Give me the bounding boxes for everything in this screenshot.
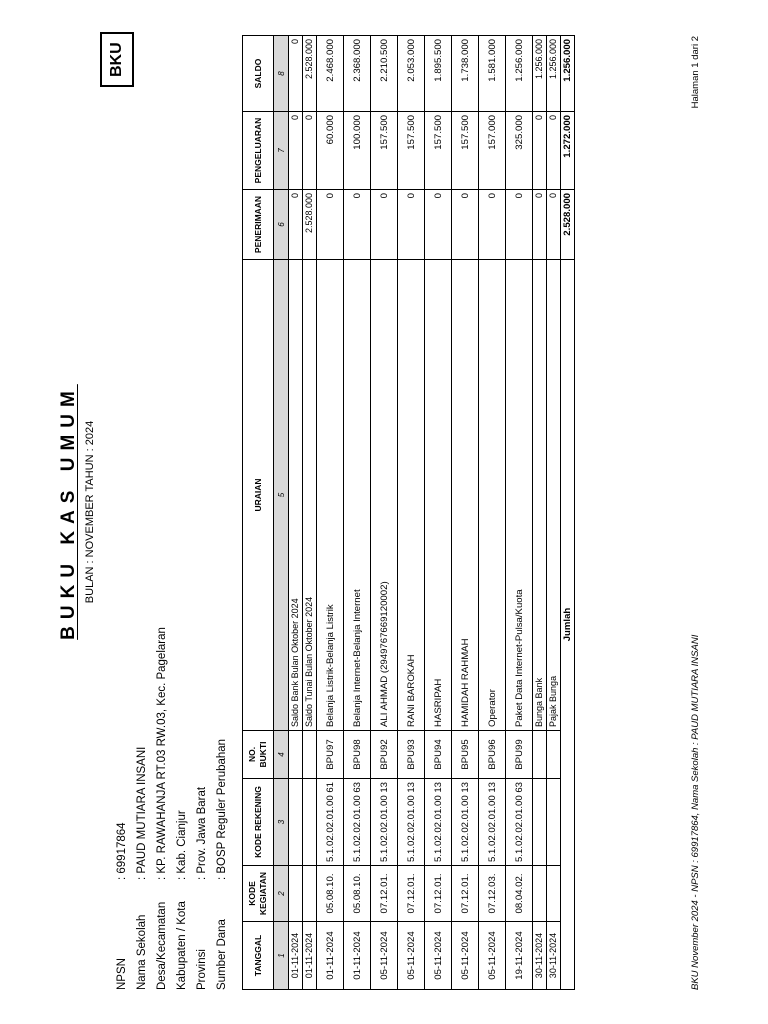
table-cell: Saldo Bank Bulan Oktober 2024 <box>289 260 303 731</box>
info-value: : KP. RAWAHANJA RT.03 RW.03, Kec. Pagelaran <box>156 627 168 880</box>
column-index: 1 <box>274 922 289 990</box>
table-cell: Belanja Internet-Belanja Internet <box>344 260 371 731</box>
table-cell: 157.000 <box>479 112 506 190</box>
table-cell: 2.368.000 <box>344 36 371 112</box>
column-index: 3 <box>274 778 289 865</box>
table-cell: Belanja Listrik-Belanja Listrik <box>317 260 344 731</box>
table-cell: 0 <box>533 112 547 190</box>
table-cell: 0 <box>303 112 317 190</box>
table-cell: 0 <box>506 190 533 260</box>
column-index: 4 <box>274 730 289 778</box>
table-row <box>506 36 533 990</box>
table-cell: 0 <box>479 190 506 260</box>
table-row <box>344 36 371 990</box>
table-cell: 1.581.000 <box>479 36 506 112</box>
column-header: TANGGAL <box>243 922 274 990</box>
column-header: SALDO <box>243 36 274 112</box>
table-cell: 1.895.500 <box>425 36 452 112</box>
column-header: NO. BUKTI <box>243 730 274 778</box>
table-cell: BPU96 <box>479 730 506 778</box>
info-row <box>212 627 232 990</box>
table-row <box>533 36 547 990</box>
table-cell: BPU94 <box>425 730 452 778</box>
table-cell: 01-11-2024 <box>344 922 371 990</box>
table-cell: 1.256.000 <box>506 36 533 112</box>
table-cell: 157.500 <box>452 112 479 190</box>
table-cell: HASRIPAH <box>425 260 452 731</box>
table-cell: 325.000 <box>506 112 533 190</box>
table-cell: 157.500 <box>425 112 452 190</box>
info-row <box>192 627 212 990</box>
table-row <box>289 36 303 990</box>
table-cell: 5.1.02.02.01.00 13 <box>371 778 398 865</box>
table-cell: 19-11-2024 <box>506 922 533 990</box>
column-header: PENERIMAAN <box>243 190 274 260</box>
info-label: Sumber Dana <box>216 919 228 990</box>
table-cell: 0 <box>289 190 303 260</box>
bku-badge: BKU <box>100 32 134 87</box>
table-cell: 05-11-2024 <box>398 922 425 990</box>
table-cell: BPU92 <box>371 730 398 778</box>
table-cell: 1.738.000 <box>452 36 479 112</box>
table-cell <box>547 730 561 778</box>
info-label: Nama Sekolah <box>136 914 148 990</box>
table-cell: BPU99 <box>506 730 533 778</box>
column-index-row <box>274 36 289 990</box>
table-cell: 07.12.01. <box>425 866 452 922</box>
total-penerimaan: 2.528.000 <box>561 190 575 260</box>
header-row <box>243 36 274 990</box>
table-cell: 05.08.10. <box>344 866 371 922</box>
total-label: Jumlah <box>561 260 575 990</box>
info-label: Desa/Kecamatan <box>156 901 168 990</box>
table-cell <box>547 778 561 865</box>
table-row <box>371 36 398 990</box>
table-cell: 5.1.02.02.01.00 13 <box>479 778 506 865</box>
table-cell: 07.12.01. <box>398 866 425 922</box>
table-cell: 0 <box>547 112 561 190</box>
table-cell: 05-11-2024 <box>452 922 479 990</box>
table-row <box>425 36 452 990</box>
info-row <box>132 627 152 990</box>
table-cell: 1.256.000 <box>547 36 561 112</box>
info-row <box>112 627 132 990</box>
footer-note: BKU November 2024 - NPSN : 69917864, Nama Sekolah : PAUD MUTIARA INSANI <box>690 634 701 990</box>
table-cell <box>533 866 547 922</box>
table-cell: 5.1.02.02.01.00 63 <box>344 778 371 865</box>
table-cell: 0 <box>425 190 452 260</box>
column-index: 6 <box>274 190 289 260</box>
table-cell: 0 <box>289 36 303 112</box>
table-cell: 5.1.02.02.01.00 13 <box>452 778 479 865</box>
table-cell: 1.256.000 <box>533 36 547 112</box>
table-cell: BPU98 <box>344 730 371 778</box>
cash-book-table <box>242 35 575 990</box>
info-value: : Prov. Jawa Barat <box>196 786 208 880</box>
table-row <box>452 36 479 990</box>
document-subtitle: BULAN : NOVEMBER TAHUN : 2024 <box>84 420 96 604</box>
table-cell: Paket Data Internet-Pulsa/Kuota <box>506 260 533 731</box>
table-cell: BPU93 <box>398 730 425 778</box>
table-row <box>398 36 425 990</box>
table-cell <box>289 778 303 865</box>
column-header: KODE KEGIATAN <box>243 866 274 922</box>
table-cell: 2.210.500 <box>371 36 398 112</box>
table-cell: 2.053.000 <box>398 36 425 112</box>
info-value: : BOSP Reguler Perubahan <box>216 738 228 880</box>
table-cell <box>303 866 317 922</box>
table-cell: 01-11-2024 <box>303 922 317 990</box>
table-cell <box>289 730 303 778</box>
table-cell: Pajak Bunga <box>547 260 561 731</box>
table-cell: 0 <box>547 190 561 260</box>
column-header: URAIAN <box>243 260 274 731</box>
table-cell: 5.1.02.02.01.00 61 <box>317 778 344 865</box>
table-row <box>317 36 344 990</box>
info-value: : PAUD MUTIARA INSANI <box>136 746 148 880</box>
table-cell: ALI AHMAD (2949767669120002) <box>371 260 398 731</box>
table-cell: 2.528.000 <box>303 36 317 112</box>
info-value: : Kab. Cianjur <box>176 810 188 880</box>
document-title: BUKU KAS UMUM <box>58 384 79 640</box>
table-cell: 30-11-2024 <box>533 922 547 990</box>
table-cell: RANI BAROKAH <box>398 260 425 731</box>
info-label: Kabupaten / Kota <box>176 901 188 990</box>
table-cell: 08.04.02. <box>506 866 533 922</box>
column-index: 5 <box>274 260 289 731</box>
table-cell <box>289 866 303 922</box>
table-cell: 05.08.10. <box>317 866 344 922</box>
table-cell: BPU95 <box>452 730 479 778</box>
info-label: NPSN <box>116 958 128 990</box>
table-cell: 05-11-2024 <box>479 922 506 990</box>
column-index: 8 <box>274 36 289 112</box>
table-cell: Operator <box>479 260 506 731</box>
table-cell <box>303 730 317 778</box>
total-pengeluaran: 1.272.000 <box>561 112 575 190</box>
table-row <box>547 36 561 990</box>
table-cell: 60.000 <box>317 112 344 190</box>
table-body <box>289 36 575 990</box>
info-row <box>172 627 192 990</box>
table-cell: 5.1.02.02.01.00 13 <box>398 778 425 865</box>
table-cell: 0 <box>371 190 398 260</box>
table-cell: 01-11-2024 <box>289 922 303 990</box>
table-row <box>303 36 317 990</box>
table-cell: 157.500 <box>371 112 398 190</box>
table-cell: 0 <box>344 190 371 260</box>
table-cell <box>547 866 561 922</box>
table-cell: 0 <box>452 190 479 260</box>
total-saldo: 1.256.000 <box>561 36 575 112</box>
table-cell: 100.000 <box>344 112 371 190</box>
info-value: : 69917864 <box>116 822 128 880</box>
column-header: PENGELUARAN <box>243 112 274 190</box>
school-info <box>112 627 232 990</box>
table-cell: 01-11-2024 <box>317 922 344 990</box>
table-cell: 0 <box>533 190 547 260</box>
table-cell: 30-11-2024 <box>547 922 561 990</box>
table-cell: Bunga Bank <box>533 260 547 731</box>
table-cell: 5.1.02.02.01.00 13 <box>425 778 452 865</box>
table-row <box>479 36 506 990</box>
info-label: Provinsi <box>196 949 208 990</box>
column-index: 7 <box>274 112 289 190</box>
table-cell: 157.500 <box>398 112 425 190</box>
column-index: 2 <box>274 866 289 922</box>
table-cell: 05-11-2024 <box>371 922 398 990</box>
table-cell: 2.528.000 <box>303 190 317 260</box>
table-cell: 5.1.02.02.01.00 63 <box>506 778 533 865</box>
table-cell: HAMIDAH RAHMAH <box>452 260 479 731</box>
table-cell <box>533 778 547 865</box>
table-cell <box>533 730 547 778</box>
table-cell <box>303 778 317 865</box>
table-cell: 0 <box>398 190 425 260</box>
table-cell: 0 <box>289 112 303 190</box>
table-cell: 2.468.000 <box>317 36 344 112</box>
total-row <box>561 36 575 990</box>
table-cell: 0 <box>317 190 344 260</box>
table-cell: BPU97 <box>317 730 344 778</box>
table-cell: 07.12.01. <box>452 866 479 922</box>
info-row <box>152 627 172 990</box>
page-number: Halaman 1 dari 2 <box>690 36 701 109</box>
table-cell: 05-11-2024 <box>425 922 452 990</box>
table-cell: 07.12.03. <box>479 866 506 922</box>
column-header: KODE REKENING <box>243 778 274 865</box>
table-cell: Saldo Tunai Bulan Oktober 2024 <box>303 260 317 731</box>
table-cell: 07.12.01. <box>371 866 398 922</box>
